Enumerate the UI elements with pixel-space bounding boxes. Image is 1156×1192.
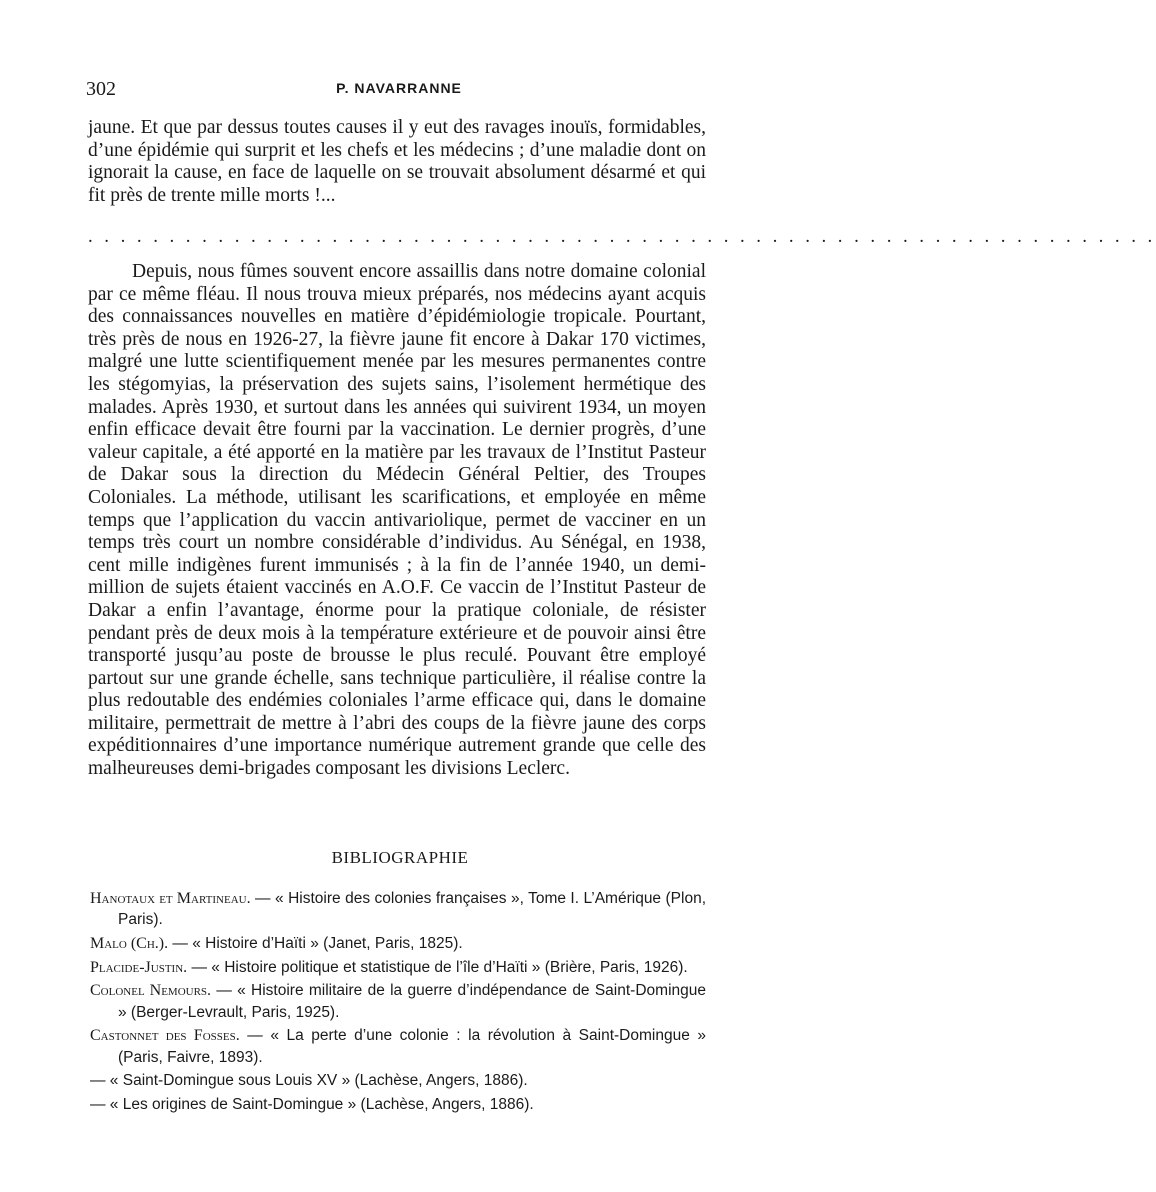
bibliography-entry <box>90 1070 706 1091</box>
body-paragraph-1: jaune. Et que par dessus toutes causes il y eut des ravages inouïs, formidables, d’une épidémie qui surprit et les chefs et les médecins ; d’une maladie dont on ignorait la cause, en face de laquelle on se trouvait absolument désarmé et qui fit près de trente mille morts !... <box>88 117 706 206</box>
bibliography-author: Castonnet des Fosses. <box>90 1027 240 1045</box>
section-separator: . . . . . . . . . . . . . . . . . . . . . . . . . . . . . . . . . . . . . . . . . . . . . . . . . . . . . . . . . . . . . . . . . . <box>88 226 1156 247</box>
bibliography-text: — « Histoire des colonies françaises », Tome I. L’Amérique (Plon, Paris). <box>118 890 707 929</box>
page-number: 302 <box>86 78 116 100</box>
bibliography-author: Hanotaux et Martineau. <box>90 890 251 907</box>
bibliography-text: — « Histoire militaire de la guerre d’indépendance de Saint-Domingue » (Berger-Levrault, Paris, 1925). <box>118 982 706 1021</box>
bibliography-text: — « Les origines de Saint-Domingue » (Lachèse, Angers, 1886). <box>90 1095 534 1113</box>
bibliography-text: — « Histoire d’Haïti » (Janet, Paris, 1825). <box>168 935 463 952</box>
bibliography-entry <box>90 957 706 978</box>
bibliography-entry <box>90 1025 706 1068</box>
bibliography-text: — « La perte d’une colonie : la révolution à Saint-Domingue » (Paris, Faivre, 1893). <box>118 1027 706 1066</box>
bibliography-text: — « Histoire politique et statistique de l’île d’Haïti » (Brière, Paris, 1926). <box>187 958 688 976</box>
bibliography-list <box>90 888 706 1117</box>
bibliography-author: Colonel Nemours. <box>90 982 212 1000</box>
bibliography-author: Malo (Ch.). <box>90 935 169 952</box>
bibliography-entry <box>90 980 706 1023</box>
bibliography-text: — « Saint-Domingue sous Louis XV » (Lachèse, Angers, 1886). <box>90 1072 528 1090</box>
body-paragraph-2: Depuis, nous fûmes souvent encore assaillis dans notre domaine colonial par ce même fléau. Il nous trouva mieux préparés, nos médecins ayant acquis des connaissances nouvelles en matière d’épidémiologie tropicale. Pourtant, très près de nous en 1926-27, la fièvre jaune fit encore à Dakar 170 victimes, malgré une lutte scientifiquement menée par les mesures permanentes contre les stégomyias, la préservation des sujets sains, l’isolement hermétique des malades. Après 1930, et surtout dans les années qui suivirent 1934, un moyen enfin efficace devait être fourni par la vaccination. Le dernier progrès, d’une valeur capitale, a été apporté en la matière par les travaux de l’Institut Pasteur de Dakar sous la direction du Médecin Général Peltier, des Troupes Coloniales. La méthode, utilisant les scarifications, et employée en même temps que l’application du vaccin antivariolique, permet de vacciner en un temps très court un nombre considérable d’individus. Au Sénégal, en 1938, cent mille indigènes furent immunisés ; à la fin de l’année 1940, un demi-million de sujets étaient vaccinés en A.O.F. Ce vaccin de l’Institut Pasteur de Dakar a enfin l’avantage, énorme pour la pratique coloniale, de résister pendant près de deux mois à la température extérieure et de pouvoir ainsi être transporté jusqu’au poste de brousse le plus reculé. Pouvant être employé partout sur une grande échelle, sans technique particulière, il réalise contre la plus redoutable des endémies coloniales l’arme efficace qui, dans le domaine militaire, permettrait de mettre à l’abri des coups de la fièvre jaune des corps expéditionnaires d’une importance numérique autrement grande que celle des malheureuses demi-brigades composant les divisions Leclerc. <box>88 261 706 780</box>
bibliography-author: Placide-Justin. <box>90 958 188 976</box>
running-head: P. NAVARRANNE <box>336 80 462 96</box>
bibliography-entry <box>90 1094 706 1115</box>
bibliography-heading: BIBLIOGRAPHIE <box>331 848 469 867</box>
bibliography-entry <box>90 933 706 954</box>
page-header <box>86 74 712 106</box>
bibliography-entry <box>90 888 706 931</box>
